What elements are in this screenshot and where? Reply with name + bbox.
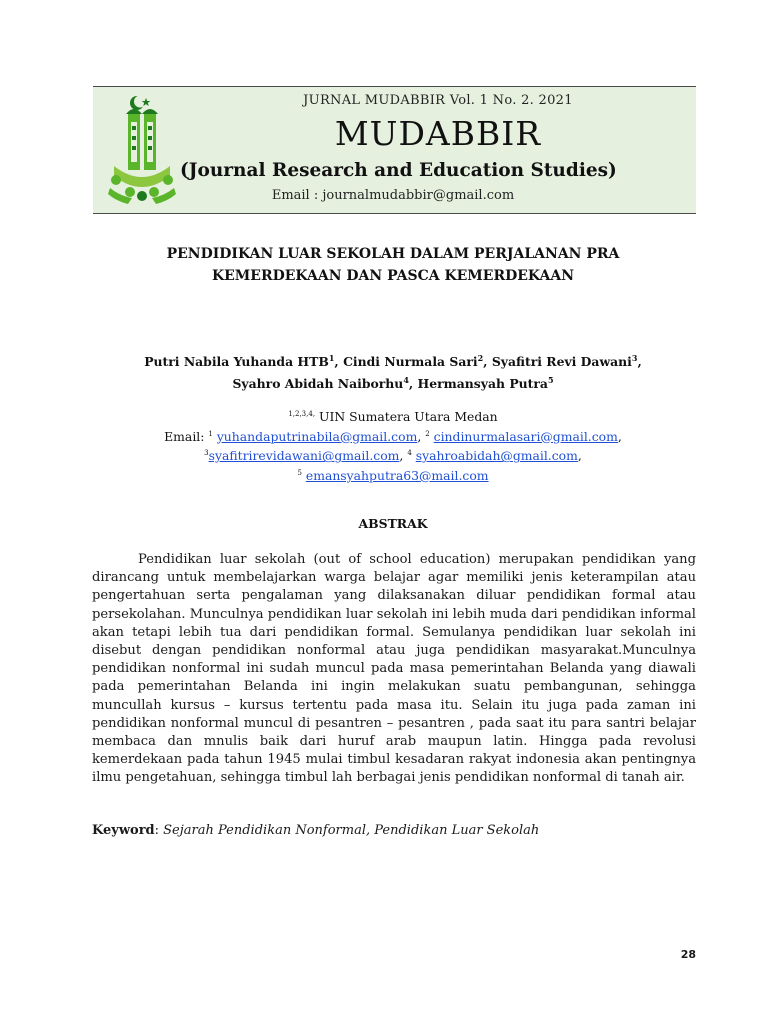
keyword-values: Sejarah Pendidikan Nonformal, Pendidikan Luar Sekolah [163,823,540,838]
author-list [90,349,696,393]
email-line-1: Email: $^1$ yuhandaputrinabila@gmail.com, $^2$ cindinurmalasari@gmail.com, [164,428,622,444]
email-ref: 3 [204,449,209,458]
author-sup: 4 [403,375,409,386]
author-email-link[interactable]: cindinurmalasari@gmail.com [433,428,618,444]
author-email-link[interactable]: emansyahputra63@mail.com [305,468,489,483]
email-ref: 5 [297,468,302,477]
email-line-2: $^3$syafitrirevidawani@gmail.com, $^4$ syahroabidah@gmail.com, [204,448,582,464]
affiliation-block [90,406,696,485]
email-line-3 [90,465,696,485]
author-sup: 5 [547,375,554,386]
keyword-line: Keyword: Sejarah Pendidikan Nonformal, Pendidikan Luar Sekolah [92,823,540,838]
affiliation-line [90,406,696,426]
journal-name: MUDABBIR [334,114,542,153]
affiliation-institution: UIN Sumatera Utara Medan [319,409,498,425]
page-number: 28 [680,948,696,961]
article-title [90,243,696,287]
journal-issue-line: JURNAL MUDABBIR Vol. 1 No. 2. 2021 [303,93,573,108]
email-ref: 4 [407,449,412,458]
abstract-body: Pendidikan luar sekolah (out of school education) merupakan pendidikan yang dirancang untuk membelajarkan warga belajar agar memiliki jenis keterampilan atau pengertahuan serta pengalaman yang dilaksanakan diluar pendidikan formal atau persekolahan. Munculnya pendidikan luar sekolah ini lebih muda dari pendidikan informal akan tetapi lebih tua dari pendidikan formal. Semulanya pendidikan luar sekolah ini disebut dengan pendidikan nonformal atau juga pendidikan masyarakat.Munculnya pendidikan nonformal ini sudah muncul pada masa pemerintahan Belanda yang diawali pada pemerintahan Belanda ini ingin melakukan suatu pembangunan, sehingga muncullah kursus – kursus tertentu pada masa itu. Selain itu juga pada zaman ini pendidikan nonformal muncul di pesantren – pesantren , pada saat itu para santri belajar membaca dan mnulis baik dari huruf arab maupun latin. Hingga pada revolusi kemerdekaan pada tahun 1945 mulai timbul kesadaran rakyat indonesia akan pentingnya ilmu pengetahuan, sehingga timbul lah berbagai jenis pendidikan nonformal di tanah air. [92,552,696,786]
journal-subtitle: (Journal Research and Education Studies) [180,160,617,181]
article-title-line-2: KEMERDEKAAN DAN PASCA KEMERDEKAAN [211,268,575,284]
email-label: Email: [164,428,205,444]
email-ref: 1 [208,429,213,438]
author-email-link[interactable]: syahroabidah@gmail.com [415,448,578,464]
author-sup: 2 [477,353,484,363]
email-ref: 2 [425,429,430,438]
journal-logo-icon [104,92,180,208]
abstract-heading: ABSTRAK [358,516,428,531]
author-line-2: Syahro Abidah Naiborhu$^4$, Hermansyah Putra$^5$ [232,375,554,392]
author-name: Syahro Abidah Naiborhu [232,376,404,392]
affiliation-sup: 1,2,3,4, [288,410,316,418]
author-email-link[interactable]: yuhandaputrinabila@gmail.com [216,428,418,444]
journal-email: Email : journalmudabbir@gmail.com [271,188,515,203]
author-sup: 3 [631,353,638,363]
author-name: Cindi Nurmala Sari [343,354,478,370]
keyword-label: Keyword [92,823,155,838]
author-line-1: Putri Nabila Yuhanda HTB$^1$, Cindi Nurmala Sari$^2$, Syafitri Revi Dawani$^3$, [144,353,642,370]
author-email-link[interactable]: syafitrirevidawani@gmail.com [208,448,400,464]
author-name: Hermansyah Putra [417,376,548,392]
author-sup: 1 [328,353,335,363]
author-name: Syafitri Revi Dawani [491,354,632,370]
article-title-line-1: PENDIDIKAN LUAR SEKOLAH DALAM PERJALANAN PRA [166,246,620,262]
author-name: Putri Nabila Yuhanda HTB [144,354,329,370]
